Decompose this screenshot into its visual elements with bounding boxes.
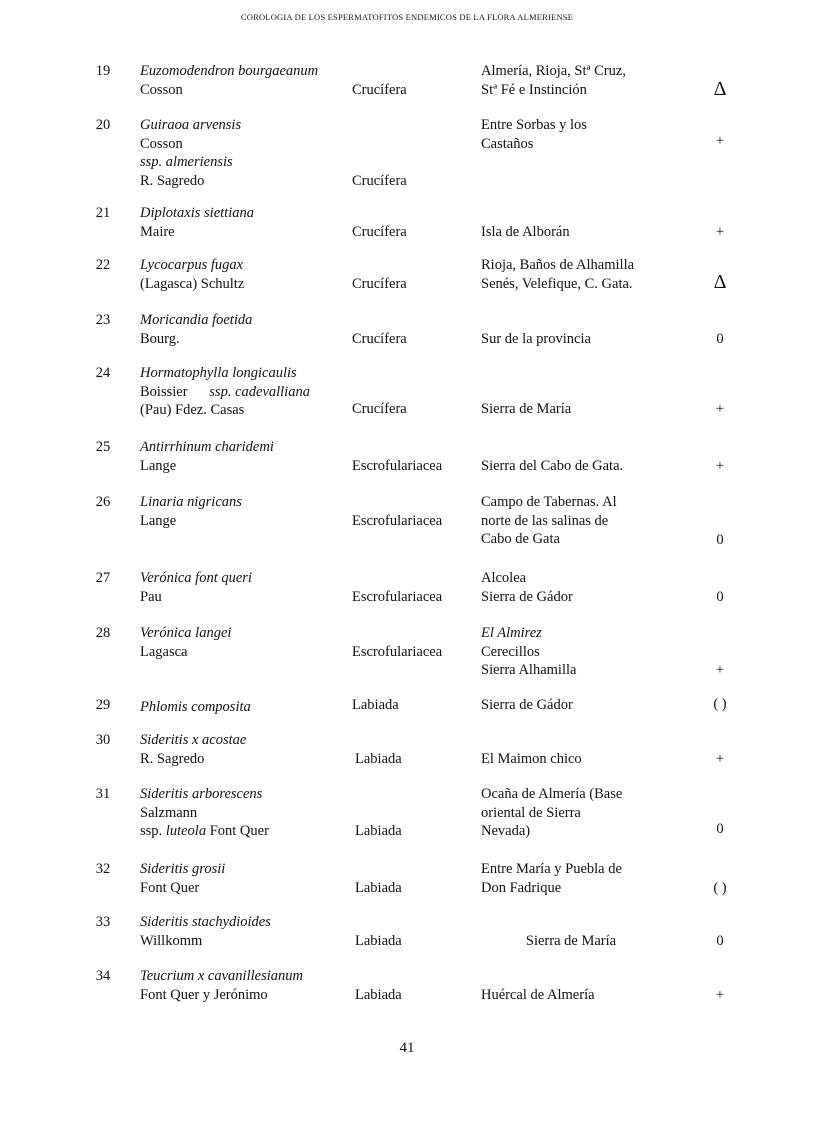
location-cell	[481, 750, 661, 769]
family-cell: Crucífera	[352, 275, 407, 292]
scientific-name: Euzomodendron bourgaeanum	[140, 63, 319, 79]
author-line: Maire	[140, 223, 175, 240]
entry-number: 22	[95, 257, 111, 273]
author-line: Salzmann	[140, 804, 198, 821]
status-symbol: 0	[716, 330, 724, 347]
location-line: Sierra de Gádor	[481, 697, 573, 713]
location-cell	[481, 986, 661, 1005]
entry-number: 20	[95, 117, 111, 133]
scientific-name: Sideritis arborescens	[140, 786, 263, 802]
family-cell: Escrofulariacea	[352, 643, 443, 660]
entry-number: 28	[95, 625, 111, 641]
location-cell	[481, 400, 661, 419]
location-cell	[481, 696, 661, 715]
scientific-name: Sideritis stachydioides	[140, 914, 271, 930]
species-name-block	[140, 62, 360, 99]
status-symbol: +	[715, 750, 725, 767]
location-line: Ocaña de Almería (Base	[481, 786, 623, 802]
location-cell	[481, 256, 661, 293]
entry-number: 34	[95, 968, 111, 984]
author-line: Pau	[140, 588, 162, 605]
family-cell: Escrofulariacea	[352, 512, 443, 529]
location-line: El Maimon chico	[481, 750, 582, 767]
status-symbol: +	[715, 401, 725, 417]
species-name-block	[140, 364, 360, 420]
scientific-name: Sideritis grosii	[140, 861, 226, 877]
scientific-name: Phlomis composita	[140, 699, 251, 715]
author-line	[140, 383, 360, 402]
author-line: Lange	[140, 512, 177, 529]
location-line: Isla de Alborán	[481, 223, 570, 240]
species-name-block	[140, 967, 360, 1004]
running-header: COROLOGIA DE LOS ESPERMATOFITOS ENDEMICOS DE LA FLORA ALMERIENSE	[240, 12, 574, 22]
scientific-name: Verónica font queri	[140, 570, 252, 586]
location-line: Huércal de Almería	[481, 986, 595, 1003]
page-number: 41	[399, 1040, 415, 1056]
family-cell: Crucífera	[352, 81, 407, 98]
entry-number: 24	[95, 365, 111, 381]
species-name-block	[140, 624, 360, 661]
location-line: Almería, Rioja, Stª Cruz,	[481, 63, 626, 79]
scientific-name: Sideritis x acostae	[140, 732, 247, 748]
status-symbol: ( )	[713, 696, 727, 712]
species-name-block	[140, 493, 360, 530]
location-line: Sierra Alhamilla	[481, 662, 577, 678]
status-symbol: 0	[716, 932, 724, 949]
status-symbol: +	[715, 986, 725, 1003]
author-line: R. Sagredo	[140, 750, 205, 767]
author-line: R. Sagredo	[140, 172, 205, 189]
location-cell	[481, 932, 661, 951]
location-cell	[481, 569, 661, 606]
location-line: Nevada)	[481, 823, 531, 839]
location-line: Sierra de Gádor	[481, 588, 573, 605]
status-symbol: +	[715, 133, 725, 149]
location-line: Cabo de Gata	[481, 531, 560, 547]
location-line: Alcolea	[481, 570, 527, 586]
species-name-block	[140, 311, 360, 348]
scientific-name: Hormatophylla longicaulis	[140, 365, 297, 381]
species-name-block	[140, 256, 360, 293]
species-name-block	[140, 569, 360, 606]
location-cell	[481, 330, 661, 349]
status-symbol: +	[715, 457, 725, 474]
status-symbol: +	[715, 662, 725, 678]
author-line: Cosson	[140, 81, 183, 98]
status-symbol: +	[715, 223, 725, 240]
location-cell	[481, 62, 661, 99]
family-cell: Labiada	[355, 823, 402, 839]
location-cell	[481, 785, 661, 841]
author-line: Font Quer y Jerónimo	[140, 986, 268, 1003]
author-line	[140, 822, 360, 841]
location-line: Sierra del Cabo de Gata.	[481, 457, 624, 474]
status-triangle-icon: Δ	[713, 271, 727, 293]
author-line: Font Quer	[140, 879, 200, 896]
author-line: Cosson	[140, 135, 183, 152]
location-cell	[481, 116, 661, 153]
scientific-name: Diplotaxis siettiana	[140, 205, 254, 221]
family-cell: Crucífera	[352, 173, 407, 189]
location-line: Don Fadrique	[481, 879, 562, 896]
status-symbol: 0	[716, 532, 724, 548]
entry-number: 29	[95, 697, 111, 713]
entry-number: 27	[95, 570, 111, 586]
status-triangle-icon: Δ	[713, 78, 727, 100]
location-line: Senés, Velefique, C. Gata.	[481, 275, 633, 292]
author-name: Boissier	[140, 383, 188, 400]
entry-number: 25	[95, 439, 111, 455]
scientific-name: Linaria nigricans	[140, 494, 242, 510]
location-line: Castaños	[481, 135, 534, 152]
location-cell	[481, 624, 661, 680]
entry-number: 26	[95, 494, 111, 510]
subspecies-author: Font Quer	[209, 823, 269, 839]
family-cell: Crucífera	[352, 330, 407, 347]
species-name-block	[140, 204, 360, 241]
location-line: Entre Sorbas y los	[481, 117, 587, 133]
entry-number: 31	[95, 786, 111, 802]
scientific-name: Lycocarpus fugax	[140, 257, 244, 273]
author-line: (Pau) Fdez. Casas	[140, 402, 245, 418]
location-cell	[481, 223, 661, 242]
location-cell	[481, 457, 661, 476]
location-line: Sierra de María	[525, 932, 617, 949]
status-symbol: 0	[716, 588, 724, 605]
family-cell: Labiada	[355, 932, 402, 949]
author-line: Bourg.	[140, 330, 180, 347]
scientific-name: Verónica langei	[140, 625, 232, 641]
subspecies-name: ssp. cadevalliana	[209, 383, 310, 400]
species-name-block	[140, 438, 360, 475]
species-name-block	[140, 913, 360, 950]
family-cell: Labiada	[355, 879, 402, 896]
status-symbol: ( )	[713, 879, 727, 896]
entry-number: 21	[95, 205, 111, 221]
family-cell: Labiada	[355, 986, 402, 1003]
family-cell: Crucífera	[352, 401, 407, 417]
entry-number: 23	[95, 312, 111, 328]
subspecies-prefix: ssp.	[140, 823, 163, 839]
family-cell: Labiada	[355, 750, 402, 767]
location-line: Entre María y Puebla de	[481, 861, 622, 877]
location-line: El Almirez	[481, 625, 542, 641]
species-name-block	[140, 731, 360, 768]
family-cell: Crucífera	[352, 223, 407, 240]
entry-number: 19	[95, 63, 111, 79]
location-line: Sierra de María	[481, 401, 572, 417]
scientific-name: Teucrium x cavanillesianum	[140, 968, 303, 984]
subspecies-name: luteola	[165, 823, 207, 839]
author-line: Willkomm	[140, 932, 203, 949]
location-line: Sur de la provincia	[481, 330, 591, 347]
location-line: norte de las salinas de	[481, 512, 609, 529]
species-name-block	[140, 860, 360, 897]
author-line: (Lagasca) Schultz	[140, 275, 245, 292]
species-name-block	[140, 785, 360, 841]
location-line: Rioja, Baños de Alhamilla	[481, 257, 635, 273]
scientific-name: Guiraoa arvensis	[140, 117, 242, 133]
entry-number: 30	[95, 732, 111, 748]
location-cell	[481, 493, 661, 549]
family-cell: Labiada	[352, 697, 399, 713]
author-line: Lange	[140, 457, 177, 474]
subspecies-line: ssp. almeriensis	[140, 154, 233, 170]
location-cell	[481, 860, 661, 897]
entry-number: 33	[95, 914, 111, 930]
entry-number: 32	[95, 861, 111, 877]
location-line: Stª Fé e Instinción	[481, 81, 587, 98]
family-cell: Escrofulariacea	[352, 588, 443, 605]
family-cell: Escrofulariacea	[352, 457, 443, 474]
location-line: Campo de Tabernas. Al	[481, 494, 617, 510]
species-name-block	[140, 116, 360, 190]
location-line: oriental de Sierra	[481, 804, 581, 821]
scientific-name: Antirrhinum charidemi	[140, 439, 274, 455]
author-line: Lagasca	[140, 643, 188, 660]
status-symbol: 0	[716, 821, 724, 837]
species-name-block	[140, 698, 360, 717]
scientific-name: Moricandia foetida	[140, 312, 253, 328]
location-line: Cerecillos	[481, 643, 540, 660]
